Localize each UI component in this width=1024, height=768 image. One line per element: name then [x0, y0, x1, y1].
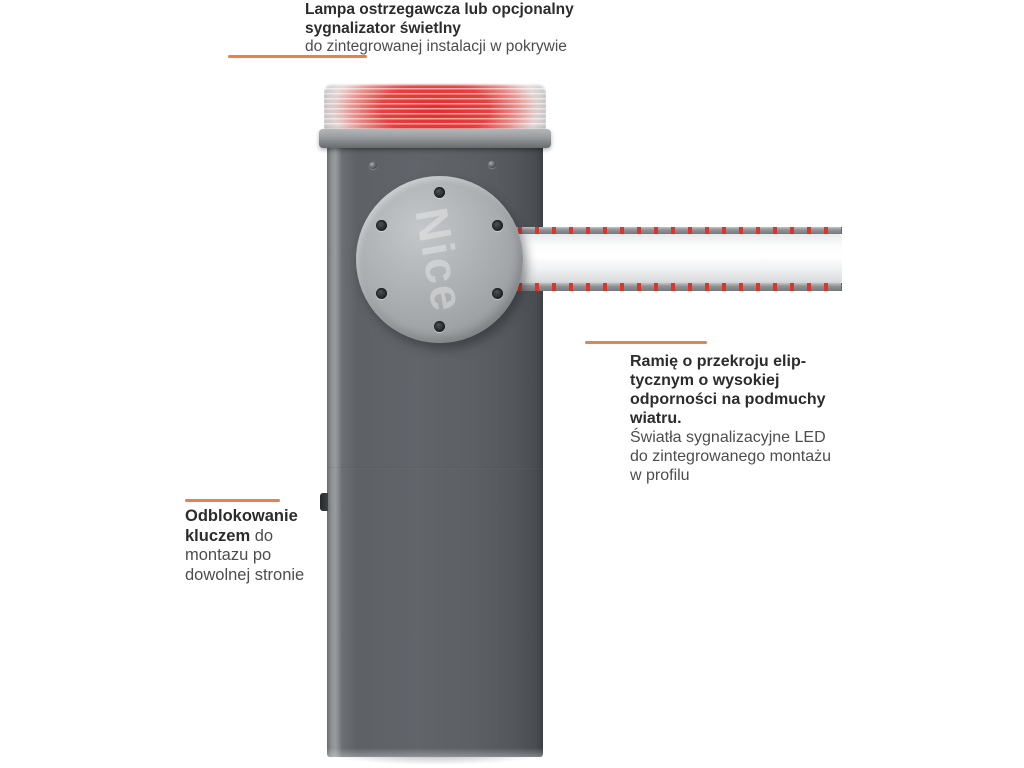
- callout-line-key: [185, 499, 280, 502]
- arm-note-line-3: odporności na podmuchy: [630, 391, 826, 408]
- bolt-hole: [492, 288, 503, 299]
- arm-annotation: [630, 352, 860, 485]
- key-note-line-2: [185, 527, 325, 547]
- arm-led-strip-top: [512, 227, 842, 234]
- key-note-line-4: dowolnej stronie: [185, 565, 305, 584]
- key-note-bold-part: kluczem: [185, 526, 251, 545]
- brand-logo: Nice: [404, 203, 475, 316]
- bolt-hole: [434, 321, 445, 332]
- lamp-note-line-2: sygnalizator świetlny: [305, 19, 461, 37]
- screw-icon: [369, 162, 377, 169]
- arm-note-line-4: wiatru.: [630, 410, 682, 427]
- key-annotation: [185, 507, 325, 585]
- key-note-line-1: Odblokowanie: [185, 507, 298, 525]
- callout-line-arm: [585, 341, 707, 344]
- post-seam: [327, 467, 543, 469]
- motor-cover-disc: [356, 176, 523, 343]
- arm-note-line-7: w profilu: [630, 467, 690, 484]
- lamp-rim: [319, 129, 551, 148]
- screw-icon: [488, 161, 496, 168]
- bolt-hole: [376, 288, 387, 299]
- warning-lamp: [324, 83, 546, 131]
- lamp-annotation: [305, 1, 605, 57]
- arm-note-line-5: Światła sygnalizacyjne LED: [630, 429, 826, 446]
- bolt-hole: [492, 220, 503, 231]
- key-note-line-3: montazu po: [185, 546, 272, 564]
- arm-note-line-1: Ramię o przekroju elip-: [630, 353, 807, 370]
- arm-note-line-6: do zintegrowanego montażu: [630, 448, 832, 465]
- bolt-hole: [376, 220, 387, 231]
- key-note-regular-part: do: [250, 526, 274, 545]
- arm-led-strip-bottom: [512, 283, 842, 291]
- barrier-arm: [512, 234, 842, 284]
- lamp-note-line-1: Lampa ostrzegawcza lub opcjonalny: [305, 1, 574, 18]
- arm-note-line-2: tycznym o wysokiej: [630, 372, 780, 389]
- lamp-note-line-3: do zintegrowanej instalacji w pokrywie: [305, 38, 567, 55]
- bolt-hole: [434, 187, 445, 198]
